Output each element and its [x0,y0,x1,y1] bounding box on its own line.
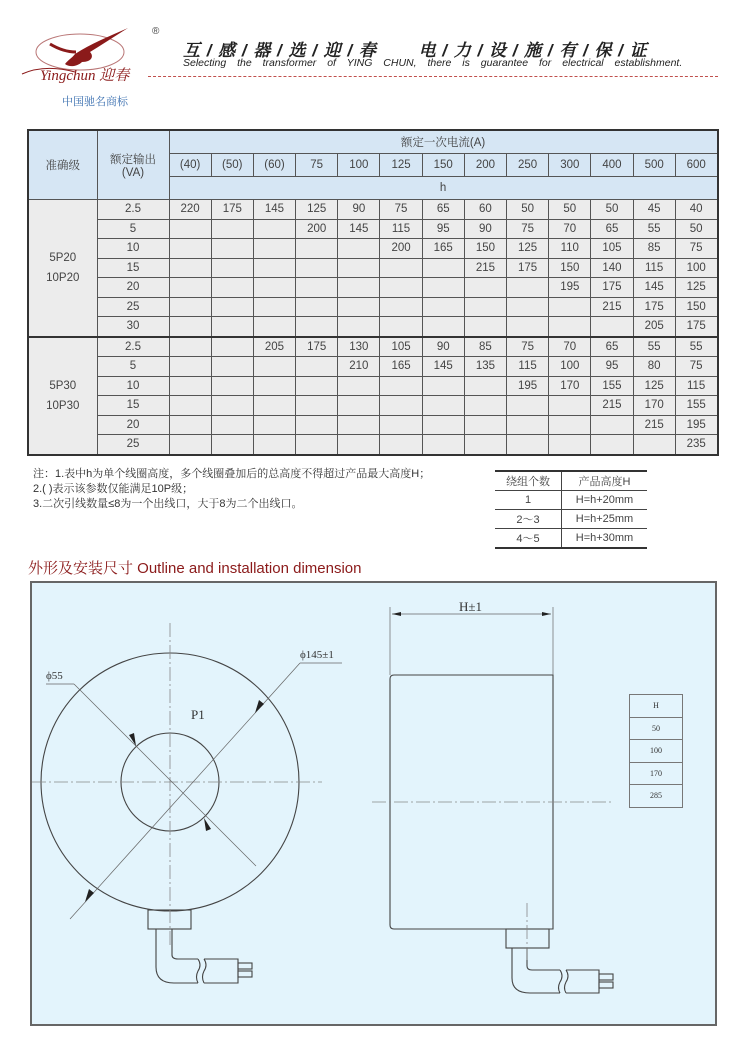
arrow-icon [129,733,136,746]
rated-output-cell: 2.5 [97,200,169,220]
h-value-cell [211,415,253,435]
h-value-cell [296,415,338,435]
coil-height-table [27,129,719,456]
accuracy-class-line2: 10P20 [46,271,80,284]
notes [33,467,430,512]
h-value-cell: 85 [633,239,675,259]
rated-output-cell: 10 [97,239,169,259]
h-value-cell [591,317,633,337]
h-value-cell [169,435,211,455]
current-value: 150 [422,154,464,177]
h-value-cell [253,396,295,416]
h-value-cell [507,435,549,455]
h-value-cell [422,376,464,396]
h-value-cell: 135 [464,357,506,377]
h-value-cell: 145 [633,278,675,298]
h-value-cell [253,357,295,377]
h-value-cell [296,435,338,455]
h-value-cell [296,376,338,396]
h-value-cell: 75 [380,200,422,220]
h-value-cell [211,258,253,278]
h-value-cell: 145 [338,219,380,239]
rated-output-cell: 30 [97,317,169,337]
h-value-cell [464,396,506,416]
h-value-cell [549,297,591,317]
h-value-cell: 100 [549,357,591,377]
inner-diameter-label: ϕ55 [46,670,63,682]
h-value-cell: 165 [380,357,422,377]
table-row [28,415,718,435]
windings-count: 1 [495,491,562,510]
table-row [28,317,718,337]
h-value-cell [296,396,338,416]
accuracy-class-line1: 5P20 [49,251,77,264]
accuracy-class-cell [28,200,97,337]
slogan-english: Selecting the transformer of YING CHUN, there is guarantee for electrical establishment. [183,57,683,69]
h-value-cell [169,258,211,278]
h-value-cell [211,297,253,317]
h-value-cell [169,278,211,298]
h-value-cell [296,278,338,298]
h-value-cell: 200 [296,219,338,239]
h-value-cell [591,415,633,435]
rated-output-header-line1: 额定输出 [110,154,156,166]
h-value-cell [169,219,211,239]
arrow-icon [392,612,401,616]
h-value-cell: 215 [591,396,633,416]
h-value-cell: 55 [633,219,675,239]
windings-count: 2～3 [495,510,562,529]
h-value: 50 [630,717,683,740]
current-value: (40) [169,154,211,177]
windings-header: 绕组个数 [495,471,562,491]
table-row [28,219,718,239]
h-value-cell: 50 [591,200,633,220]
h-value-cell: 50 [507,200,549,220]
current-value: 125 [380,154,422,177]
h-value-cell: 75 [675,239,717,259]
outline-drawing [30,581,717,1026]
outer-diameter-label: ϕ145±1 [300,649,334,661]
h-value-cell [253,278,295,298]
technical-drawing [32,583,717,1026]
accuracy-class-line1: 5P30 [49,379,77,392]
svg-text:Yingchun 迎春: Yingchun 迎春 [40,68,130,84]
h-value-cell [338,297,380,317]
h-value-cell: 155 [675,396,717,416]
current-value: 300 [549,154,591,177]
h-value-cell [549,396,591,416]
h-value-cell: 150 [464,239,506,259]
header-divider [148,76,718,77]
h-value-cell [380,258,422,278]
h-value-cell: 125 [296,200,338,220]
h-value-cell [253,258,295,278]
h-value-cell [211,357,253,377]
current-value: 500 [633,154,675,177]
table-row [28,396,718,416]
h-value-cell: 115 [675,376,717,396]
h-value-cell: 95 [591,357,633,377]
h-value-cell [338,239,380,259]
trademark-label: 中国驰名商标 [62,96,128,108]
h-value-cell [464,317,506,337]
table-row [495,491,647,510]
h-value-cell: 45 [633,200,675,220]
h-value-cell [253,415,295,435]
h-value-cell: 155 [591,376,633,396]
current-value: 400 [591,154,633,177]
h-value-cell [169,376,211,396]
h-value-cell [422,317,464,337]
h-value-cell [549,317,591,337]
h-value-cell [464,278,506,298]
terminal-box [148,910,191,929]
table-row [28,297,718,317]
accuracy-class-header: 准确级 [28,130,97,200]
h-value-cell: 220 [169,200,211,220]
rated-output-cell: 15 [97,396,169,416]
company-logo [20,22,170,90]
height-formula: H=h+20mm [562,491,648,510]
h-value: 100 [630,740,683,763]
rated-output-header [97,130,169,200]
h-value-cell [338,415,380,435]
table-row [495,510,647,529]
arrow-icon [255,700,264,713]
h-value-cell: 205 [633,317,675,337]
h-value-cell [211,337,253,357]
h-value-cell [507,297,549,317]
h-value-cell [211,239,253,259]
rated-output-cell: 20 [97,278,169,298]
h-value-cell [380,415,422,435]
h-value-cell [296,239,338,259]
h-value-cell: 75 [507,337,549,357]
h-value-cell: 195 [507,376,549,396]
h-value: 170 [630,762,683,785]
section-title: 外形及安装尺寸 Outline and installation dimension [28,560,362,577]
h-value-cell [549,435,591,455]
table-row [28,239,718,259]
h-value-cell [253,219,295,239]
h-value-cell: 145 [422,357,464,377]
h-value-cell: 165 [422,239,464,259]
rated-output-cell: 10 [97,376,169,396]
h-value-cell [169,357,211,377]
accuracy-class-line2: 10P30 [46,399,80,412]
h-value-cell: 125 [633,376,675,396]
h-value-cell: 85 [464,337,506,357]
h-value-cell [169,396,211,416]
h-value-cell [464,297,506,317]
h-table-header: H [630,695,683,718]
h-value-cell [422,396,464,416]
current-value: (50) [211,154,253,177]
h-value-cell [380,317,422,337]
h-value-cell [169,239,211,259]
table-row [28,435,718,455]
h-value-cell: 65 [591,337,633,357]
h-value-cell: 110 [549,239,591,259]
height-formula: H=h+30mm [562,529,648,549]
h-value-cell: 100 [675,258,717,278]
table-row [28,357,718,377]
height-dimension-label: H±1 [459,599,483,614]
h-value-cell [211,219,253,239]
h-value-cell [211,278,253,298]
note-3: 3.二次引线数量≤8为一个出线口，大于8为二个出线口。 [33,498,303,510]
h-value-cell [296,297,338,317]
h-value-cell: 175 [591,278,633,298]
h-value-cell [211,317,253,337]
h-value-cell: 195 [549,278,591,298]
h-value-cell [338,435,380,455]
height-formula: H=h+25mm [562,510,648,529]
h-value-cell [253,297,295,317]
h-value-cell [211,396,253,416]
h-value-cell: 70 [549,337,591,357]
h-value-cell [253,435,295,455]
h-value-cell: 50 [549,200,591,220]
product-height-table [495,470,647,549]
h-value-cell [169,337,211,357]
h-value-cell: 115 [507,357,549,377]
h-value-cell: 65 [591,219,633,239]
h-value-cell [338,317,380,337]
h-value-cell [507,396,549,416]
h-value-cell [507,317,549,337]
h-value-cell: 75 [507,219,549,239]
h-value-cell: 145 [253,200,295,220]
h-value-cell [380,278,422,298]
h-value-cell [549,415,591,435]
h-value-cell: 90 [422,337,464,357]
h-value-cell: 90 [464,219,506,239]
note-2: 2.( )表示该参数仅能满足10P级； [33,483,194,495]
table-row [28,376,718,396]
h-value-cell [296,317,338,337]
current-value: 200 [464,154,506,177]
h-value-cell [464,415,506,435]
h-value-cell [380,376,422,396]
h-value-cell: 175 [675,317,717,337]
h-value-cell: 150 [675,297,717,317]
h-value-cell: 175 [296,337,338,357]
windings-count: 4～5 [495,529,562,549]
h-value-cell: 170 [633,396,675,416]
slogan-chinese: 互 / 感 / 器 / 选 / 迎 / 春 电 / 力 / 设 / 施 / 有 / 保 / 证 [183,41,648,60]
h-value-cell: 55 [675,337,717,357]
swallow-logo-icon [20,22,170,90]
h-value-cell: 65 [422,200,464,220]
h-value-cell: 130 [338,337,380,357]
h-value-cell: 150 [549,258,591,278]
h-value-cell [211,376,253,396]
h-value-cell [422,435,464,455]
h-value-cell [169,317,211,337]
h-value-cell [591,435,633,455]
h-value-cell: 50 [675,219,717,239]
note-1: 注：1.表中h为单个线圈高度，多个线圈叠加后的总高度不得超过产品最大高度H； [33,468,431,480]
h-value-cell: 125 [675,278,717,298]
rated-output-cell: 20 [97,415,169,435]
h-value-cell: 175 [507,258,549,278]
rated-output-header-line2: (VA) [121,167,145,179]
table-row [28,337,718,357]
h-value-cell [253,317,295,337]
h-value-cell [507,415,549,435]
h-value-cell [169,415,211,435]
h-value-cell [338,376,380,396]
h-value-cell [296,258,338,278]
h-value-cell: 90 [338,200,380,220]
h-value-cell [253,239,295,259]
h-value-cell: 235 [675,435,717,455]
model-label: P1 [191,707,205,722]
h-value-cell: 55 [633,337,675,357]
table-row [28,278,718,298]
h-value-cell [507,278,549,298]
h-value-cell [338,258,380,278]
h-value-cell [211,435,253,455]
h-value-cell: 95 [422,219,464,239]
current-value: 600 [675,154,717,177]
h-value-cell: 115 [633,258,675,278]
h-value-cell: 210 [338,357,380,377]
h-value-cell: 60 [464,200,506,220]
h-value-cell [253,376,295,396]
h-value-cell: 170 [549,376,591,396]
cable-outer [156,929,198,983]
rated-output-cell: 15 [97,258,169,278]
h-value-cell [422,278,464,298]
registered-mark: ® [152,26,160,37]
h-value-cell: 215 [633,415,675,435]
h-value-cell: 115 [380,219,422,239]
h-value-cell: 175 [211,200,253,220]
h-value-cell: 70 [549,219,591,239]
h-value-cell: 125 [507,239,549,259]
h-value-cell: 105 [380,337,422,357]
current-value: 75 [296,154,338,177]
arrow-icon [85,889,94,902]
h-value-cell: 215 [591,297,633,317]
h-value-cell: 140 [591,258,633,278]
h-value-cell [380,435,422,455]
h-value-cell [422,258,464,278]
current-value: 100 [338,154,380,177]
current-value: (60) [253,154,295,177]
rated-output-cell: 2.5 [97,337,169,357]
table-row [28,200,718,220]
table-row [28,258,718,278]
rated-current-header: 额定一次电流(A) [169,130,718,154]
h-value-cell: 215 [464,258,506,278]
table-row [495,529,647,549]
rated-output-cell: 25 [97,435,169,455]
h-value-cell: 200 [380,239,422,259]
h-value-cell [633,435,675,455]
h-value-cell: 175 [633,297,675,317]
h-value-cell [296,357,338,377]
h-value-cell: 205 [253,337,295,357]
h-value-cell [380,297,422,317]
h-value-cell: 75 [675,357,717,377]
current-value: 250 [507,154,549,177]
h-value-cell [169,297,211,317]
h-value-cell [464,435,506,455]
arrow-icon [542,612,551,616]
rated-output-cell: 25 [97,297,169,317]
h-value-cell [338,278,380,298]
rated-output-cell: 5 [97,219,169,239]
h-value-cell: 105 [591,239,633,259]
h-value-cell [338,396,380,416]
accuracy-class-cell [28,337,97,455]
h-value-cell: 195 [675,415,717,435]
h-value-cell: 40 [675,200,717,220]
product-height-header: 产品高度H [562,471,648,491]
h-value-cell: 80 [633,357,675,377]
h-label: h [169,177,718,200]
h-value-table [629,694,683,808]
h-value-cell [464,376,506,396]
h-value: 285 [630,785,683,808]
h-value-cell [422,415,464,435]
rated-output-cell: 5 [97,357,169,377]
h-value-cell [380,396,422,416]
h-value-cell [422,297,464,317]
